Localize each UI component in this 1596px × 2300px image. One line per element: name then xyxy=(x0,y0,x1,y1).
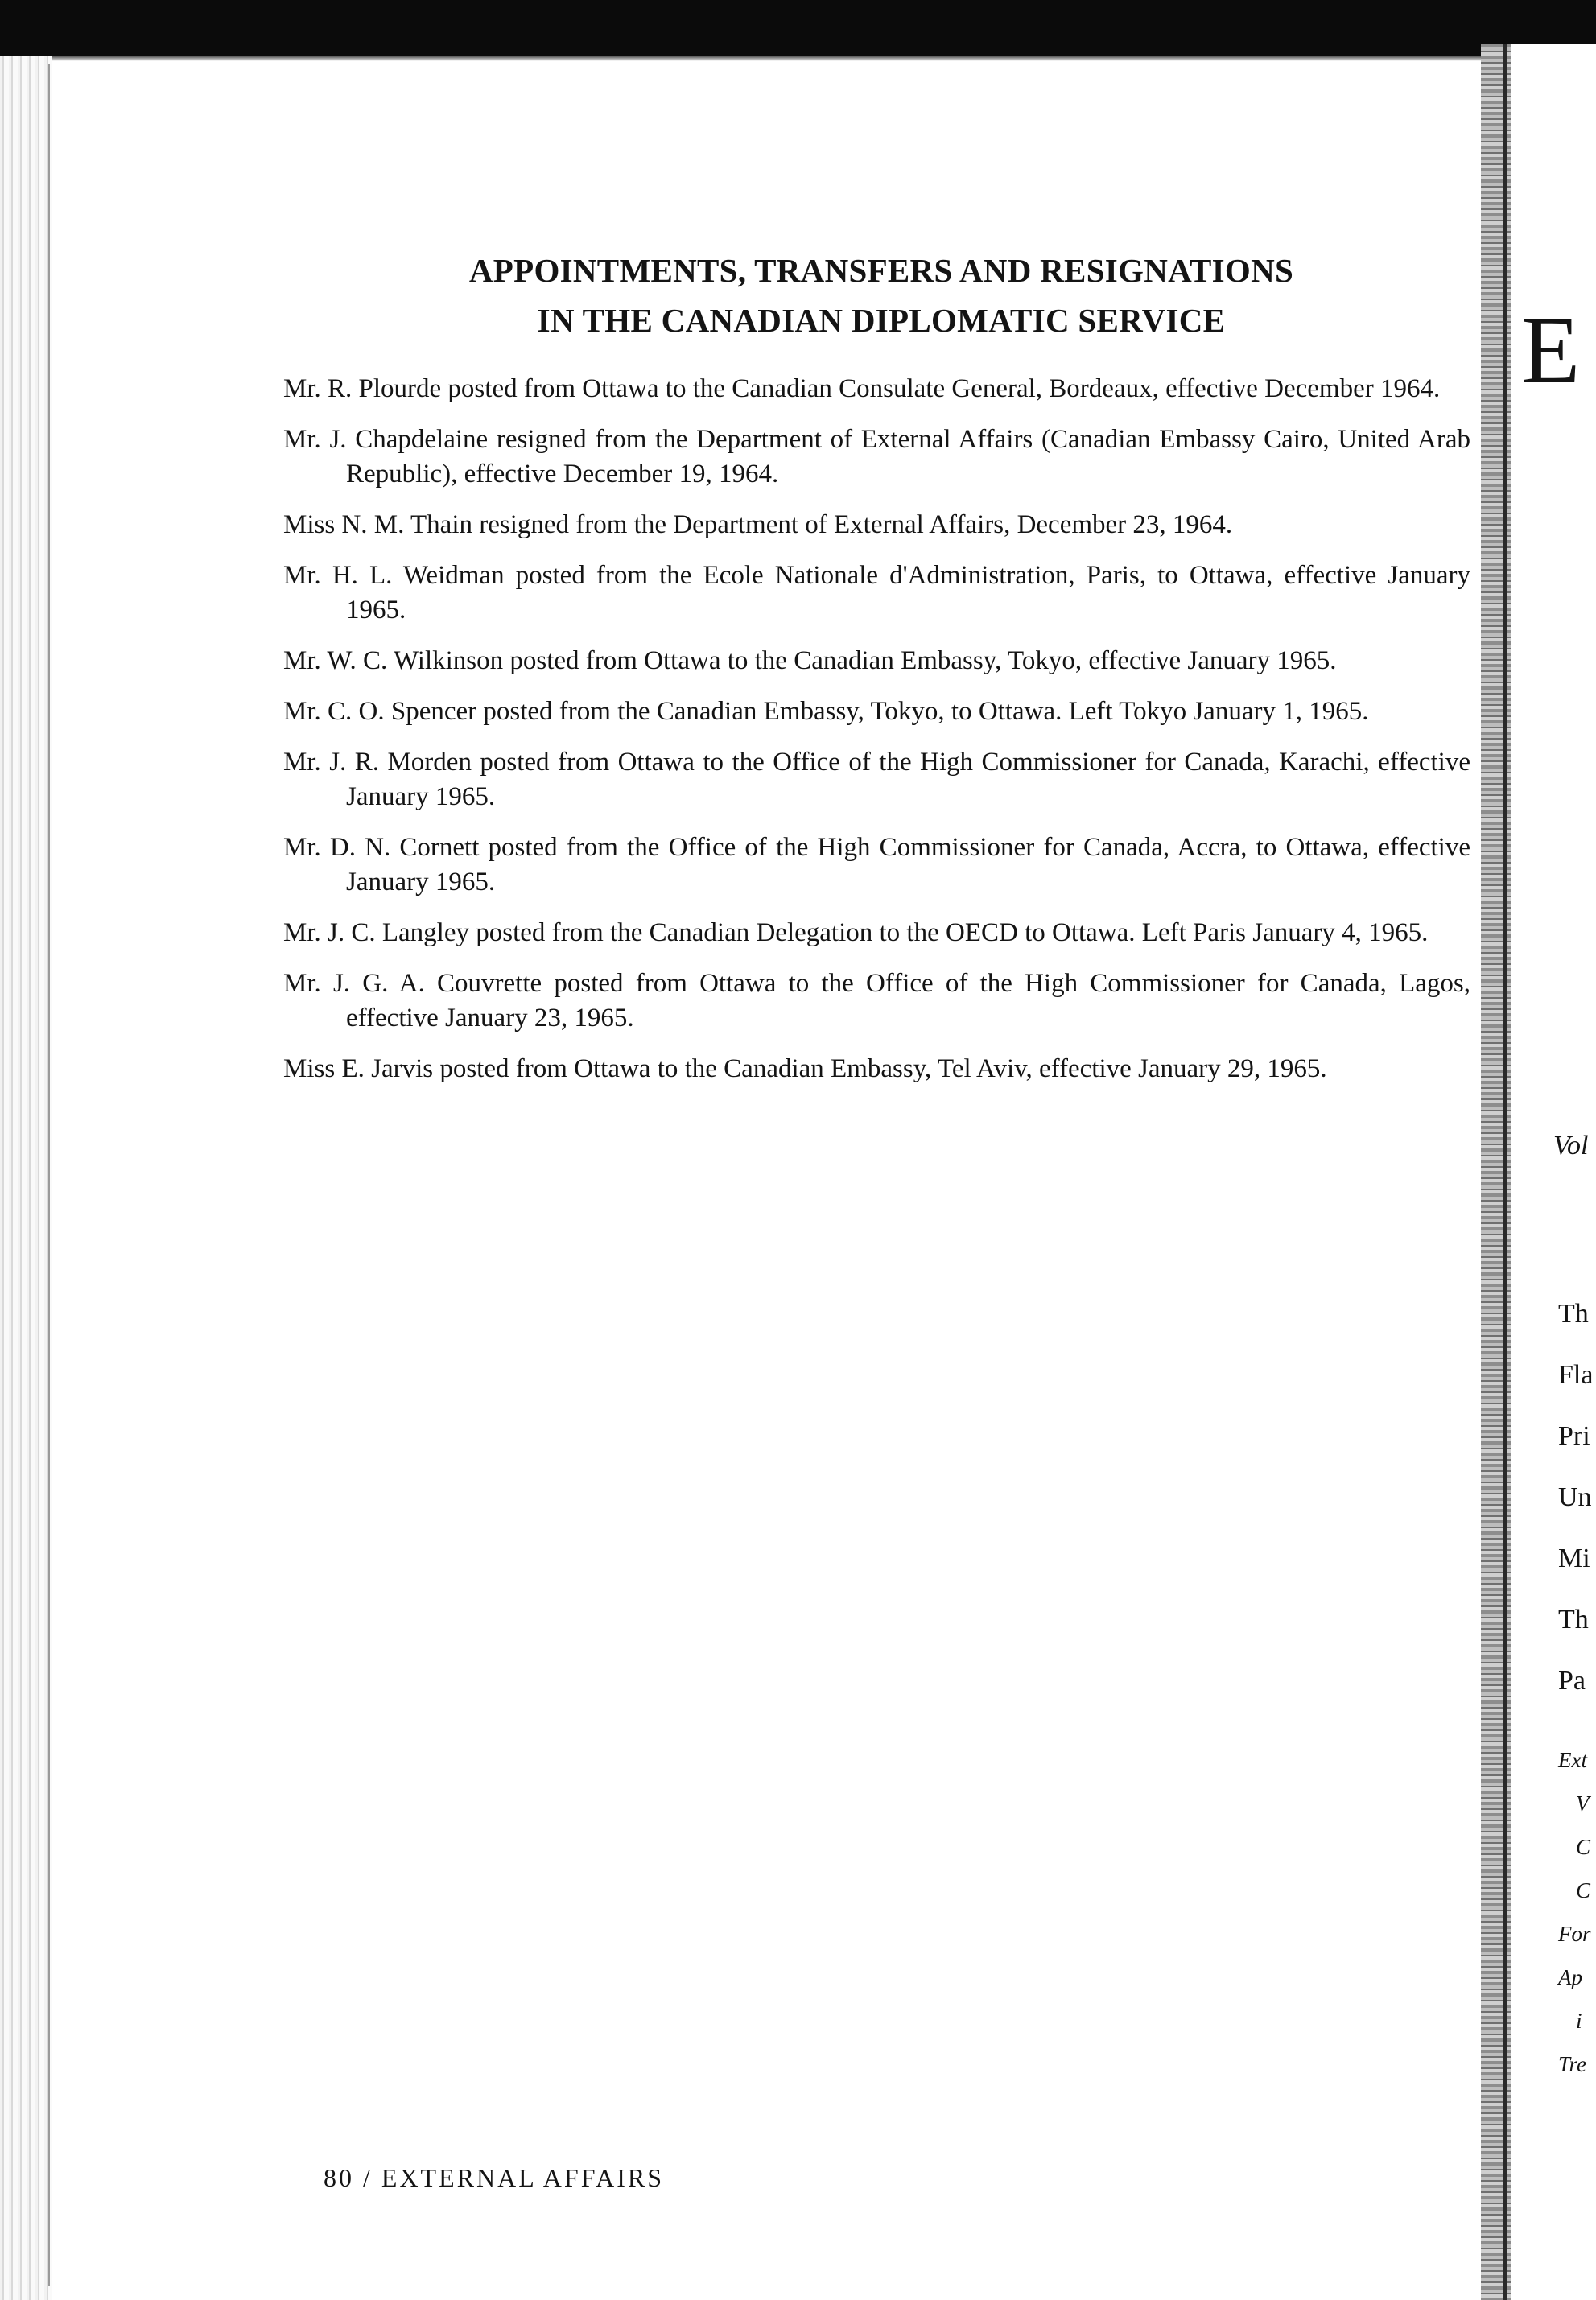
appointment-entry: Mr. C. O. Spencer posted from the Canadian Embassy, Tokyo, to Ottawa. Left Tokyo January 1, 1965. xyxy=(283,697,1369,726)
contents-subitem: Ext xyxy=(1558,1748,1587,1772)
page-title-line-2: IN THE CANADIAN DIPLOMATIC SERVICE xyxy=(537,302,1226,339)
contents-item: Un xyxy=(1558,1482,1592,1512)
facing-page xyxy=(1511,44,1596,2300)
appointment-entry: Mr. W. C. Wilkinson posted from Ottawa to the Canadian Embassy, Tokyo, effective January 1965. xyxy=(283,646,1337,675)
appointment-entry: Mr. J. C. Langley posted from the Canadian Delegation to the OECD to Ottawa. Left Paris January 4, 1965. xyxy=(283,918,1429,947)
contents-item: Mi xyxy=(1558,1544,1590,1573)
appointment-entry: Mr. R. Plourde posted from Ottawa to the Canadian Consulate General, Bordeaux, effective December 1964. xyxy=(283,374,1441,403)
page-title-line-1: APPOINTMENTS, TRANSFERS AND RESIGNATIONS xyxy=(468,252,1294,289)
facing-page-volume: Vol xyxy=(1553,1131,1589,1160)
contents-subitem: C xyxy=(1576,1835,1591,1859)
contents-item: Pa xyxy=(1558,1666,1586,1696)
contents-item: Th xyxy=(1558,1299,1589,1329)
facing-page-subcontents xyxy=(1558,1738,1591,2086)
contents-subitem: Tre xyxy=(1558,2052,1587,2076)
facing-page-heading: E xyxy=(1521,296,1581,403)
contents-subitem: Ap xyxy=(1558,1965,1582,1989)
contents-subitem: For xyxy=(1558,1922,1591,1946)
contents-item: Pri xyxy=(1558,1421,1590,1451)
contents-subitem: V xyxy=(1576,1791,1590,1816)
page-title xyxy=(306,245,1457,345)
appointment-entry: Miss E. Jarvis posted from Ottawa to the Canadian Embassy, Tel Aviv, effective January 29, 1965. xyxy=(283,1054,1327,1083)
page-footer: 80 / EXTERNAL AFFAIRS xyxy=(324,2163,665,2192)
contents-item: Th xyxy=(1558,1605,1589,1634)
book-spine xyxy=(1481,44,1511,2300)
contents-item: Fla xyxy=(1558,1360,1594,1390)
facing-page-contents xyxy=(1558,1284,1593,1712)
appointment-entry: Mr. D. N. Cornett posted from the Office of the High Commissioner for Canada, Accra, to Ottawa, effective January 1965. xyxy=(283,833,1470,897)
appointment-list xyxy=(283,372,1470,1103)
appointment-entry: Mr. J. G. A. Couvrette posted from Ottawa to the Office of the High Commissioner for Canada, Lagos, effective January 23, 1965. xyxy=(283,969,1470,1033)
appointment-entry: Miss N. M. Thain resigned from the Department of External Affairs, December 23, 1964. xyxy=(283,510,1233,539)
contents-subitem: C xyxy=(1576,1878,1591,1902)
appointment-entry: Mr. H. L. Weidman posted from the Ecole Nationale d'Administration, Paris, to Ottawa, effective January 1965. xyxy=(283,561,1470,624)
spine-edge xyxy=(1503,44,1507,2300)
appointment-entry: Mr. J. R. Morden posted from Ottawa to the Office of the High Commissioner for Canada, Karachi, effective January 1965. xyxy=(283,748,1470,811)
appointment-entry: Mr. J. Chapdelaine resigned from the Department of External Affairs (Canadian Embassy Cairo, United Arab Republic), effective December 19, 1964. xyxy=(283,425,1470,488)
contents-subitem: i xyxy=(1576,2009,1582,2033)
